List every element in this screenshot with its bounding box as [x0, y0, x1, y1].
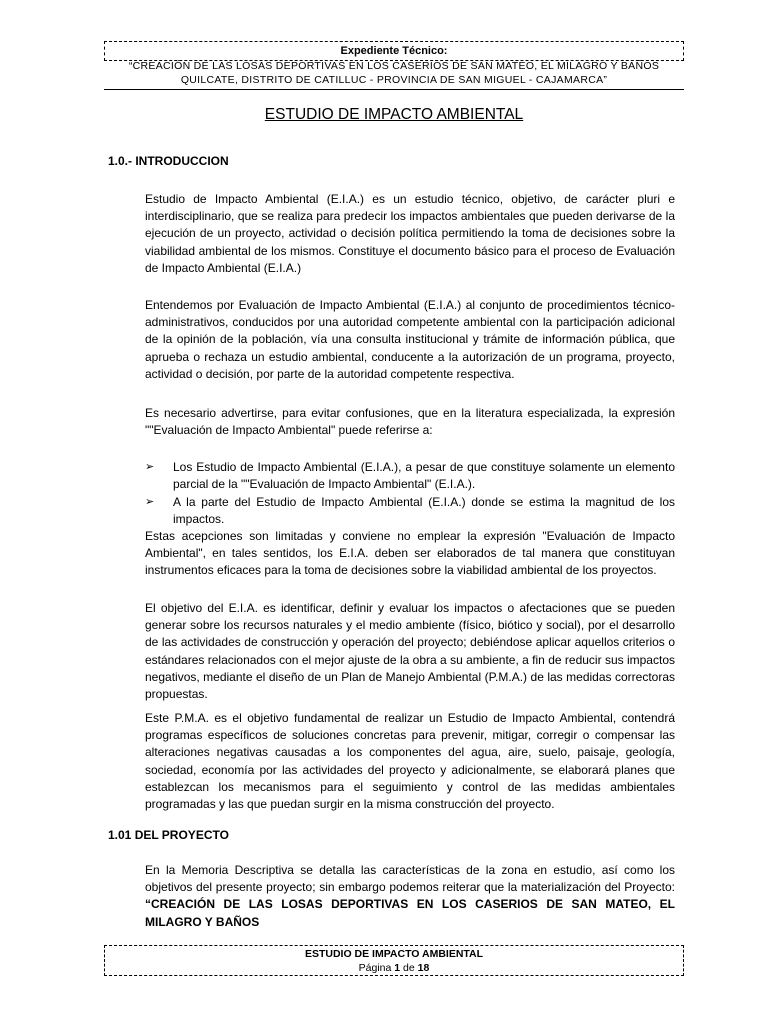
paragraph-4: Estas acepciones son limitadas y conviene no emplear la expresión "Evaluación de Impacto Ambiental", en tales sentidos, los E.I.A. deben ser elaborados de tal manera que constituyan instrumentos eficaces para la toma de decisiones sobre la viabilidad ambiental de los proyectos.	[145, 529, 675, 578]
footer-page-prefix: Página	[358, 962, 395, 974]
bullet-item-1	[145, 459, 675, 493]
paragraph-1: Estudio de Impacto Ambiental (E.I.A.) es un estudio técnico, objetivo, de carácter pluri e interdisciplinario, que se realiza para predecir los impactos ambientales que pueden derivarse de la ejecución de un proyecto, actividad o decisión política permitiendo la toma de decisiones sobre la viabilidad ambiental de los mismos. Constituye el documento básico para el proceso de Evaluación de Impacto Ambiental (E.I.A.)	[145, 192, 675, 275]
arrow-bullet-icon: ➢	[145, 496, 155, 508]
paragraph-7-text: En la Memoria Descriptiva se detalla las características de la zona en estudio, así como los objetivos del presente proyecto; sin embargo podemos reiterar que la materialización del Proyecto:	[145, 863, 675, 895]
bullet-item-2	[145, 494, 675, 528]
document-title: ESTUDIO DE IMPACTO AMBIENTAL	[264, 106, 524, 123]
paragraph-2: Entendemos por Evaluación de Impacto Ambiental (E.I.A.) al conjunto de procedimientos técnico-administrativos, conducidos por una autoridad competente ambiental con la participación adicional de la opinión de la población, vía una consulta institucional y trámite de información pública, que aprueba o rechaza un estudio ambiental, conducente a la autorización de un programa, proyecto, actividad o decisión, por parte de la autoridad competente respectiva.	[145, 298, 675, 381]
header-project-name	[104, 60, 684, 87]
header-project-line-1: “CREACIÓN DE LAS LOSAS DEPORTIVAS EN LOS CASERIOS DE SAN MATEO, EL MILAGRO Y BAÑOS	[128, 60, 660, 72]
footer-page-number: 1	[394, 962, 401, 974]
footer-page-total: 18	[417, 962, 430, 974]
section-heading-introduccion: 1.0.- INTRODUCCION	[108, 154, 229, 168]
bullet-text-2: A la parte del Estudio de Impacto Ambiental (E.I.A.) donde se estima la magnitud de los impactos.	[173, 495, 675, 527]
bullet-text-1: Los Estudio de Impacto Ambiental (E.I.A.), a pesar de que constituye solamente un elemento parcial de la ""Evaluación de Impacto Ambiental" (E.I.A.).	[173, 460, 675, 492]
header-divider	[104, 89, 684, 90]
header-label: Expediente Técnico:	[340, 45, 448, 57]
arrow-bullet-icon: ➢	[145, 461, 155, 473]
footer-page-mid: de	[400, 962, 418, 974]
footer-page-info	[359, 962, 430, 974]
header-project-line-2: QUILCATE, DISTRITO DE CATILLUC - PROVINCIA DE SAN MIGUEL - CAJAMARCA”	[180, 73, 608, 86]
paragraph-3: Es necesario advertirse, para evitar confusiones, que en la literatura especializada, la expresión ""Evaluación de Impacto Ambiental" puede referirse a:	[145, 406, 675, 438]
paragraph-7	[145, 862, 675, 931]
paragraph-6: Este P.M.A. es el objetivo fundamental de realizar un Estudio de Impacto Ambiental, contendrá programas específicos de soluciones concretas para prevenir, mitigar, corregir o compensar las alteraciones negativas causadas a los componentes del agua, aire, suelo, paisaje, geología, sociedad, economía por las actividades del proyecto y adicionalmente, se elaborará planes que establezcan los mecanismos para el seguimiento y control de las medidas ambientales programadas y las que puedan surgir en la misma construcción del proyecto.	[145, 711, 675, 812]
paragraph-5: El objetivo del E.I.A. es identificar, definir y evaluar los impactos o afectaciones que se pueden generar sobre los recursos naturales y el medio ambiente (físico, biótico y social), por el desarrollo de las actividades de construcción y operación del proyecto; debiéndose aplicar aquellos criterios o estándares relacionados con el mejor ajuste de la obra a su ambiente, a fin de reducir sus impactos negativos, mediante el diseño de un Plan de Manejo Ambiental (P.M.A.) de las medidas correctoras propuestas.	[145, 601, 675, 702]
header-label-box	[104, 41, 684, 61]
page-footer	[104, 945, 684, 976]
footer-title: ESTUDIO DE IMPACTO AMBIENTAL	[304, 948, 484, 960]
section-heading-del-proyecto: 1.01 DEL PROYECTO	[108, 828, 229, 842]
project-name-bold: “CREACIÓN DE LAS LOSAS DEPORTIVAS EN LOS CASERIOS DE SAN MATEO, EL MILAGRO Y BAÑOS	[145, 897, 675, 929]
